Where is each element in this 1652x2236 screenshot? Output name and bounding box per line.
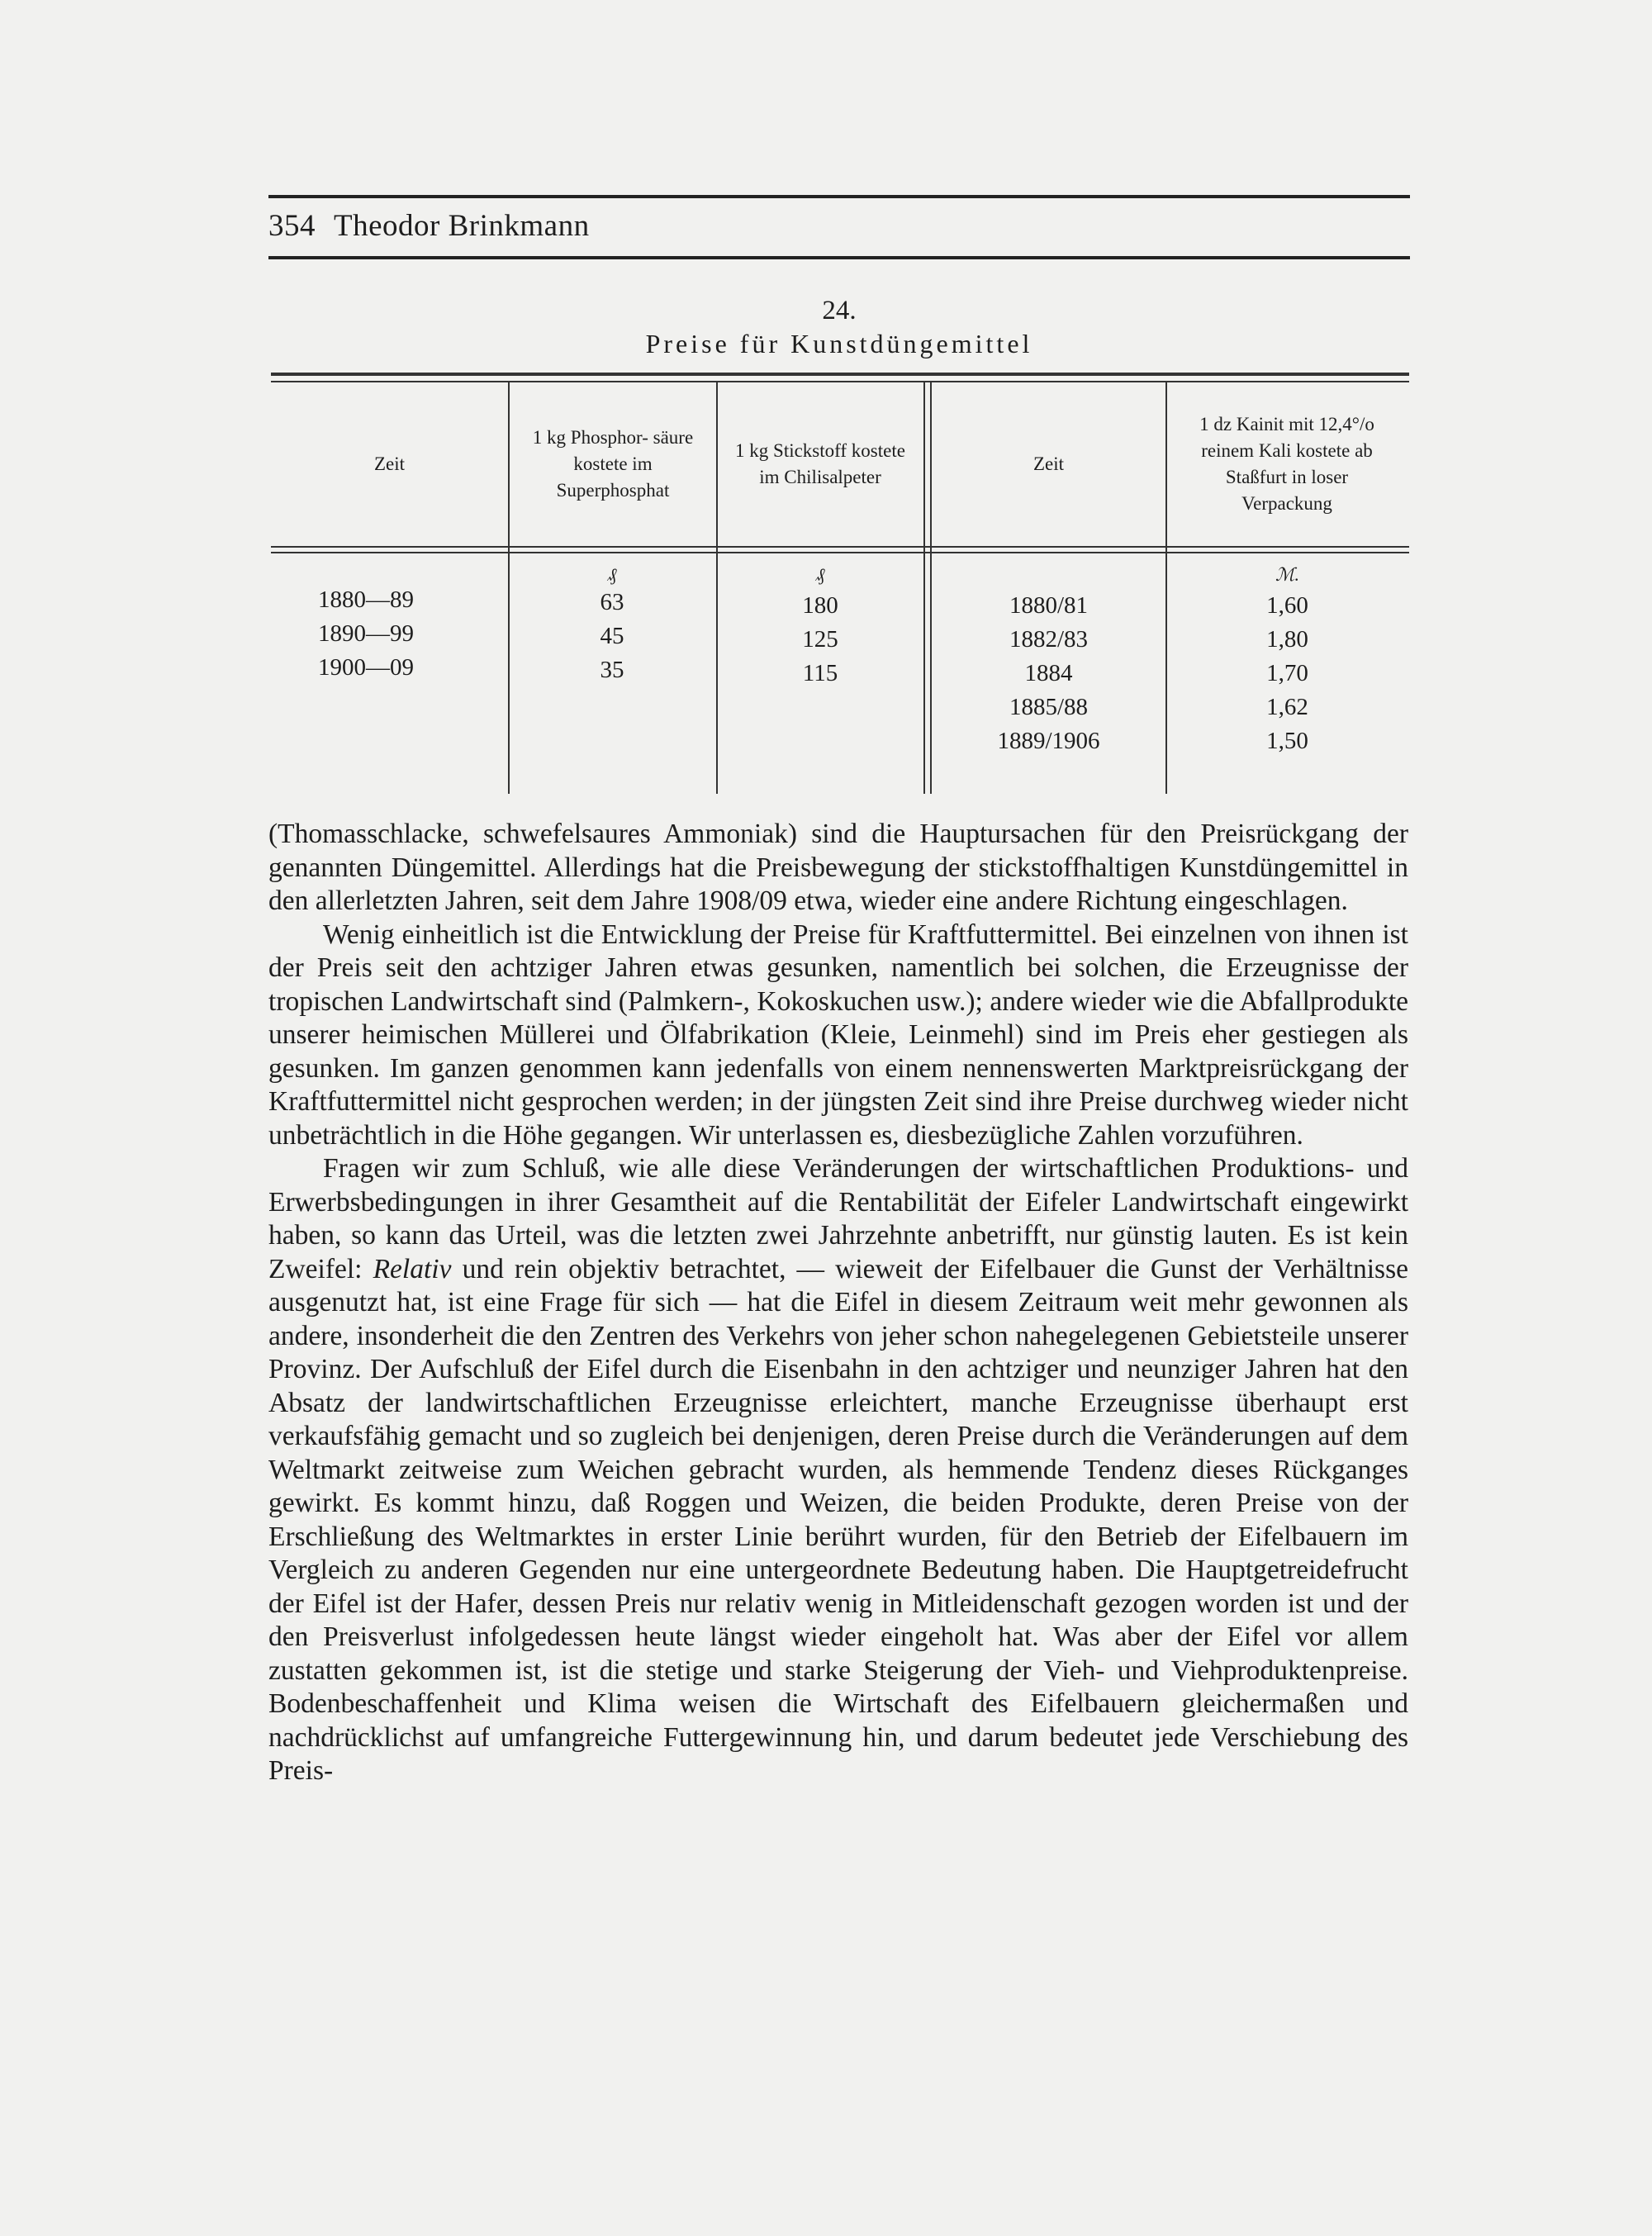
paragraph xyxy=(268,1152,1408,1788)
table-cell: 1900—09 xyxy=(318,654,414,681)
table-cell: 1889/1906 xyxy=(997,728,1100,754)
table-rule xyxy=(271,552,1409,553)
col-zeit-right xyxy=(932,589,1165,758)
col-stickstoff xyxy=(716,589,924,691)
table-cell: 1885/88 xyxy=(1009,694,1089,720)
col-header-zeit-right: Zeit xyxy=(1032,453,1065,474)
col-header-kainit: 1 dz Kainit mit 12,4°/o reinem Kali kostete ab Staßfurt in loser Verpackung xyxy=(1199,414,1374,514)
col-kainit xyxy=(1165,589,1409,758)
table-cell: 1,50 xyxy=(1266,728,1308,754)
table-cell: 45 xyxy=(600,623,624,649)
table-rule xyxy=(271,373,1409,376)
running-header xyxy=(268,208,608,244)
table-title: Preise für Kunstdüngemittel xyxy=(645,329,1033,358)
table-cell: 1880—89 xyxy=(318,586,414,613)
table-cell: 115 xyxy=(802,660,838,686)
col-phosphor xyxy=(508,586,716,687)
table-cell: 180 xyxy=(802,592,838,619)
table-cell: 1,62 xyxy=(1266,694,1308,720)
table-cell: 35 xyxy=(600,657,624,683)
header-rule-bottom xyxy=(268,256,1410,259)
column-divider xyxy=(923,382,925,794)
unit-pfennig: ₰ xyxy=(815,564,825,585)
header-rule-top xyxy=(268,195,1410,198)
col-header-zeit-left: Zeit xyxy=(373,453,406,474)
table-cell: 125 xyxy=(802,626,838,653)
table-rule xyxy=(271,546,1409,548)
table-cell: 63 xyxy=(600,589,624,615)
paragraph-text: und rein objektiv betrachtet, — wieweit der Eifelbauer die Gunst der Verhältnisse ausgenutzt hat, ist eine Frage für sich — hat die Eifel in diesem Zeitraum weit mehr gewonnen als andere, insonderheit die den Zentren des Verkehrs von jeher schon nahegelegenen Gebietsteile unserer Provinz. Der Aufschluß der Eifel durch die Eisenbahn in den achtziger und neunziger Jahren hat den Absatz der landwirtschaftlichen Erzeugnisse erleichtert, manche Erzeugnisse überhaupt erst verkaufsfähig gemacht und so zugleich bei denjenigen, deren Preise durch die Veränderungen auf dem Weltmarkt zeitweise zum Weichen gebracht wurden, als hemmende Tendenz dieses Rückganges gewirkt. Es kommt hinzu, daß Roggen und Weizen, die beiden Produkte, deren Preise von der Erschließung des Weltmarktes in erster Linie berührt wurden, für den Betrieb der Eifelbauern im Vergleich zu anderen Gegenden nur eine untergeordnete Bedeutung haben. Die Hauptgetreidefrucht der Eifel ist der Hafer, dessen Preis nur relativ wenig in Mitleidenschaft gezogen worden ist und der den Preisverlust infolgedessen heute längst wieder eingeholt hat. Was aber der Eifel vor allem zustatten gekommen ist, ist die stetige und starke Steigerung der Vieh- und Viehproduktenpreise. Bodenbeschaffenheit und Klima weisen die Wirtschaft des Eifelbauern gleichermaßen und nachdrücklichst auf umfangreiche Futtergewinnung hin, und darum bedeutet jede Verschiebung des Preis- xyxy=(268,1253,1408,1786)
table-cell: 1882/83 xyxy=(1009,626,1089,653)
emphasis-relativ: Relativ xyxy=(373,1253,452,1284)
table-number: 24. xyxy=(822,296,857,325)
col-zeit-left xyxy=(271,583,461,685)
paragraph-text: Fragen wir zum Schluß, wie alle diese Veränderungen der wirtschaftlichen Produktions- und Erwerbsbedingungen in ihrer Gesamtheit auf die Rentabilität der Eifeler Landwirtschaft eingewirkt haben, so kann das Urteil, was die letzten zwei Jahrzehnte anbetrifft, nur günstig lauten. Es ist kein Zweifel: xyxy=(268,1153,1408,1284)
price-table xyxy=(271,373,1409,794)
unit-pfennig: ₰ xyxy=(607,564,617,585)
table-cell: 1890—99 xyxy=(318,620,414,647)
unit-mark: ℳ. xyxy=(1275,564,1300,585)
table-cell: 1884 xyxy=(1024,660,1073,686)
table-cell: 1880/81 xyxy=(1009,592,1089,619)
author-name: Theodor Brinkmann xyxy=(334,209,590,243)
table-cell: 1,80 xyxy=(1266,626,1308,653)
paragraph: (Thomasschlacke, schwefelsaures Ammoniak) sind die Hauptursachen für den Preisrückgang der genannten Düngemittel. Allerdings hat die Preisbewegung der stickstoffhaltigen Kunstdüngemittel in den allerletzten Jahren, seit dem Jahre 1908/09 etwa, wieder eine andere Richtung eingeschlagen. xyxy=(268,819,1408,916)
col-header-phosphor: 1 kg Phosphor- säure kostete im Superphosphat xyxy=(532,427,694,501)
column-divider xyxy=(716,382,718,794)
page-number: 354 xyxy=(268,209,316,243)
table-cell: 1,70 xyxy=(1266,660,1308,686)
col-header-stickstoff: 1 kg Stickstoff kostete im Chilisalpeter xyxy=(735,440,905,487)
table-cell: 1,60 xyxy=(1266,592,1308,619)
body-text xyxy=(268,818,1408,1788)
paragraph: Wenig einheitlich ist die Entwicklung der Preise für Kraftfuttermittel. Bei einzelnen von ihnen ist der Preis seit den achtziger Jahren etwas gesunken, namentlich bei solchen, die Erzeugnisse der tropischen Landwirtschaft sind (Palmkern-, Kokoskuchen usw.); andere wieder wie die Abfallprodukte unserer heimischen Müllerei und Ölfabrikation (Kleie, Leinmehl) sind im Preis eher gestiegen als gesunken. Im ganzen genommen kann jedenfalls von einem nennenswerten Marktpreisrückgang der Kraftfuttermittel nicht gesprochen werden; in der jüngsten Zeit sind ihre Preise durchweg wieder nicht unbeträchtlich in die Höhe gegangen. Wir unterlassen es, diesbezügliche Zahlen vorzuführen. xyxy=(268,919,1408,1151)
